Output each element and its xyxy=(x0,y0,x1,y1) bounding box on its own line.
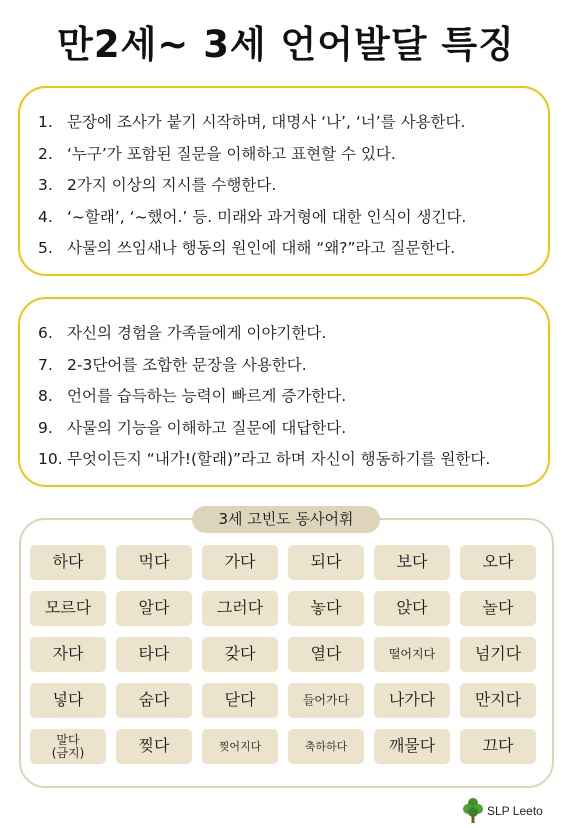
vocab-word: 넘기다 xyxy=(460,637,536,672)
vocab-word: 앉다 xyxy=(374,591,450,626)
vocab-word: 모르다 xyxy=(30,591,106,626)
characteristics-box-1 xyxy=(18,86,550,276)
list-item: 1. 문장에 조사가 붙기 시작하며, 대명사 ‘나’, ‘너’를 사용한다. xyxy=(38,113,466,131)
vocab-word: 끄다 xyxy=(460,729,536,764)
vocab-word: 하다 xyxy=(30,545,106,580)
vocab-word: 타다 xyxy=(116,637,192,672)
list-item: 3. 2가지 이상의 지시를 수행한다. xyxy=(38,176,277,194)
logo-text: SLP Leeto xyxy=(487,804,543,818)
vocab-word: 놓다 xyxy=(288,591,364,626)
vocab-word: 알다 xyxy=(116,591,192,626)
vocab-word: 가다 xyxy=(202,545,278,580)
list-item: 6. 자신의 경험을 가족들에게 이야기한다. xyxy=(38,324,327,342)
vocab-word: 들어가다 xyxy=(288,683,364,718)
vocab-word: 그러다 xyxy=(202,591,278,626)
vocab-word: 떨어지다 xyxy=(374,637,450,672)
vocab-word: 축하하다 xyxy=(288,729,364,764)
vocab-title: 3세 고빈도 동사어휘 xyxy=(192,506,380,533)
list-item: 8. 언어를 습득하는 능력이 빠르게 증가한다. xyxy=(38,387,347,405)
tree-icon xyxy=(462,797,484,825)
vocab-word: 오다 xyxy=(460,545,536,580)
list-item: 2. ‘누구’가 포함된 질문을 이해하고 표현할 수 있다. xyxy=(38,144,396,163)
vocab-word: 말다 (금지) xyxy=(30,729,106,764)
list-item: 9. 사물의 기능을 이해하고 질문에 대답한다. xyxy=(38,418,347,437)
list-item: 7. 2-3단어를 조합한 문장을 사용한다. xyxy=(38,355,307,374)
list-item: 4. ‘~할래’, ‘~했어.’ 등. 미래와 과거형에 대한 인식이 생긴다. xyxy=(38,207,467,226)
list-item: 5. 사물의 쓰임새나 행동의 원인에 대해 “왜?”라고 질문한다. xyxy=(38,239,456,257)
vocab-word: 넣다 xyxy=(30,683,106,718)
vocab-word: 되다 xyxy=(288,545,364,580)
vocab-word: 찢어지다 xyxy=(202,729,278,764)
vocab-word: 놀다 xyxy=(460,591,536,626)
vocab-word: 갖다 xyxy=(202,637,278,672)
list-item: 10. 무엇이든지 “내가!(할래)”라고 하며 자신이 행동하기를 원한다. xyxy=(38,450,491,468)
vocab-word: 열다 xyxy=(288,637,364,672)
page-title: 만2세~ 3세 언어발달 특징 xyxy=(57,23,515,66)
vocab-word: 보다 xyxy=(374,545,450,580)
vocab-word: 만지다 xyxy=(460,683,536,718)
vocab-word: 자다 xyxy=(30,637,106,672)
logo xyxy=(462,797,557,825)
vocab-word: 먹다 xyxy=(116,545,192,580)
vocab-grid xyxy=(30,545,542,764)
vocab-word: 닫다 xyxy=(202,683,278,718)
vocab-word: 숨다 xyxy=(116,683,192,718)
vocab-word: 나가다 xyxy=(374,683,450,718)
vocab-word: 찢다 xyxy=(116,729,192,764)
vocab-word: 깨물다 xyxy=(374,729,450,764)
characteristics-box-2 xyxy=(18,297,550,487)
